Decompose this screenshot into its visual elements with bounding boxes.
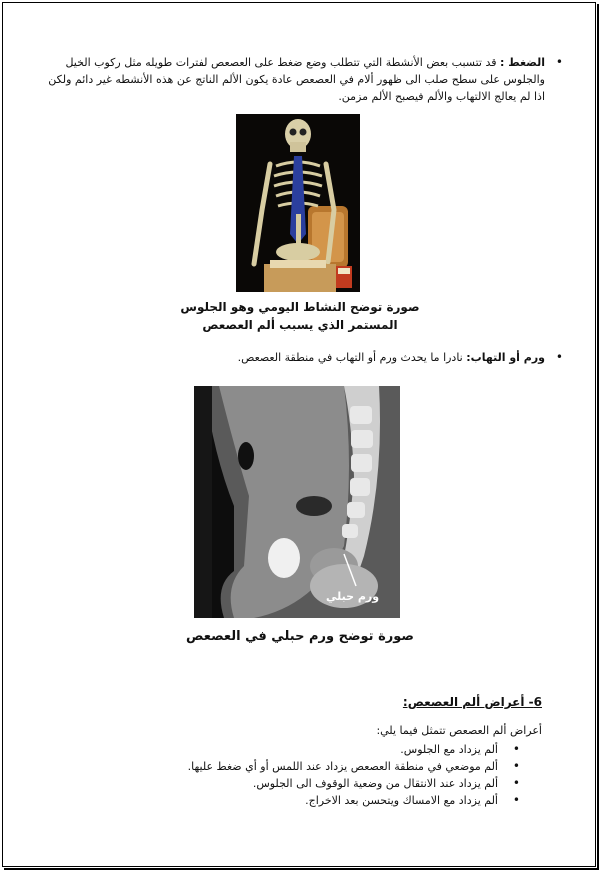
skeleton-sitting-image: [236, 114, 360, 292]
bullet-icon: •: [555, 55, 563, 69]
image1-caption: [0, 298, 600, 334]
image1-caption-line1: صورة توضح النشاط اليومي وهو الجلوس: [180, 300, 420, 314]
list-item: • ألم يزداد مع الجلوس.: [100, 741, 520, 758]
symptoms-list: [100, 741, 520, 809]
list-item: • ألم يزداد مع الامساك ويتحسن بعد الاخراج.: [100, 792, 520, 809]
list-item: • ألم موضعي في منطقة العصعص يزداد عند اللمس أو أي ضغط عليها.: [100, 758, 520, 775]
tumor-label: ورم حبلي: [326, 590, 380, 603]
pressure-text: قد تتسبب بعض الأنشطة التي تتطلب وضع ضغط على العصعص لفترات طويله مثل ركوب الخيل والجلوس على سطح صلب الى ظهور ألام في العصعص عادة يكون الألم الناتج عن هذه الأنشطه غير دائم ولكن اذا لم يعالج الالتهاب والألم فيصبح الألم مزمن.: [48, 56, 545, 103]
image2-caption: صورة توضح ورم حبلي في العصعص: [186, 629, 414, 644]
tumor-paragraph: [40, 349, 563, 366]
pressure-term: الضغط :: [500, 56, 545, 69]
mri-scan-image: [194, 386, 400, 618]
tumor-text: نادرا ما يحدث ورم أو التهاب في منطقة العصعص.: [237, 351, 467, 364]
tumor-term: ورم أو التهاب:: [466, 351, 545, 364]
list-item: • ألم يزداد عند الانتقال من وضعية الوقوف الى الجلوس.: [100, 775, 520, 792]
section-title: 6- أعراض ألم العصعص:: [402, 695, 542, 709]
symptoms-intro: أعراض ألم العصعص تتمثل فيما يلي:: [376, 724, 542, 737]
image1-caption-line2: المستمر الذي يسبب ألم العصعص: [202, 318, 398, 332]
pressure-paragraph: [40, 54, 563, 105]
bullet-icon: •: [555, 350, 563, 364]
